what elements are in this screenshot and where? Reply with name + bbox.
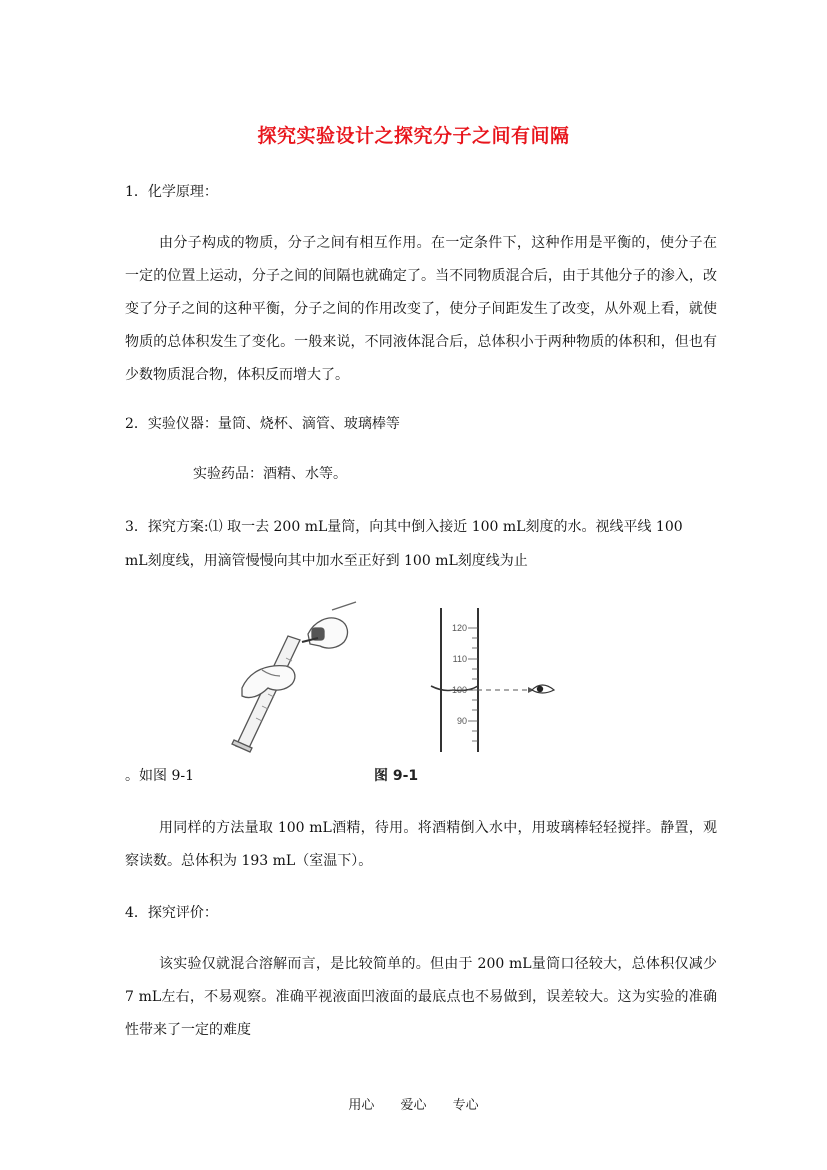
figure-reference: 。如图 9-1	[125, 768, 194, 784]
section2-reagents: 实验药品：酒精、水等。	[193, 466, 347, 482]
scale-tick-label: 90	[456, 716, 467, 726]
section1-body: 由分子构成的物质，分子之间有相互作用。在一定条件下，这种作用是平衡的，使分子在一定的位置上运动，分子之间的间隔也就确定了。当不同物质混合后，由于其他分子的渗入，改变了分子之间的这种平衡，分子之间的作用改变了，使分子间距发生了改变，从外观上看，就使物质的总体积发生了变化。一般来说，不同液体混合后，总体积小于两种物质的体积和，但也有少数物质混合物，体积反而增大了。	[125, 235, 717, 383]
page-footer: 用心 爱心 专心	[348, 1098, 479, 1113]
section3-line1: 3．探究方案:⑴ 取一去 200 mL量筒，向其中倒入接近 100 mL刻度的水。视线平线 100	[125, 519, 683, 535]
section3-line2: mL刻度线，用滴管慢慢向其中加水至正好到 100 mL刻度线为止	[125, 553, 528, 569]
scale-tick-label: 110	[452, 654, 467, 664]
scale-tick-label: 100	[451, 685, 467, 695]
section4-body: 该实验仅就混合溶解而言，是比较简单的。但由于 200 mL量筒口径较大，总体积仅减少 7 mL左右，不易观察。准确平视液面凹液面的最底点也不易做到，误差较大。这为实验的准确性带来了一定的难度	[125, 956, 717, 1038]
cylinder-illustration	[232, 602, 356, 752]
section2-instruments: 2．实验仪器：量筒、烧杯、滴管、玻璃棒等	[125, 416, 400, 432]
scale-tick-label: 120	[451, 623, 467, 633]
section1-heading: 1．化学原理：	[125, 184, 218, 200]
section3-followup: 用同样的方法量取 100 mL酒精，待用。将酒精倒入水中，用玻璃棒轻轻搅拌。静置，观察读数。总体积为 193 mL（室温下）。	[125, 820, 717, 869]
eye-icon	[532, 685, 554, 693]
figure-caption: 图 9-1	[374, 768, 419, 784]
section4-heading: 4．探究评价：	[125, 905, 218, 921]
scale-illustration	[431, 608, 554, 752]
document-title: 探究实验设计之探究分子之间有间隔	[257, 125, 570, 147]
figure-9-1	[228, 600, 560, 760]
